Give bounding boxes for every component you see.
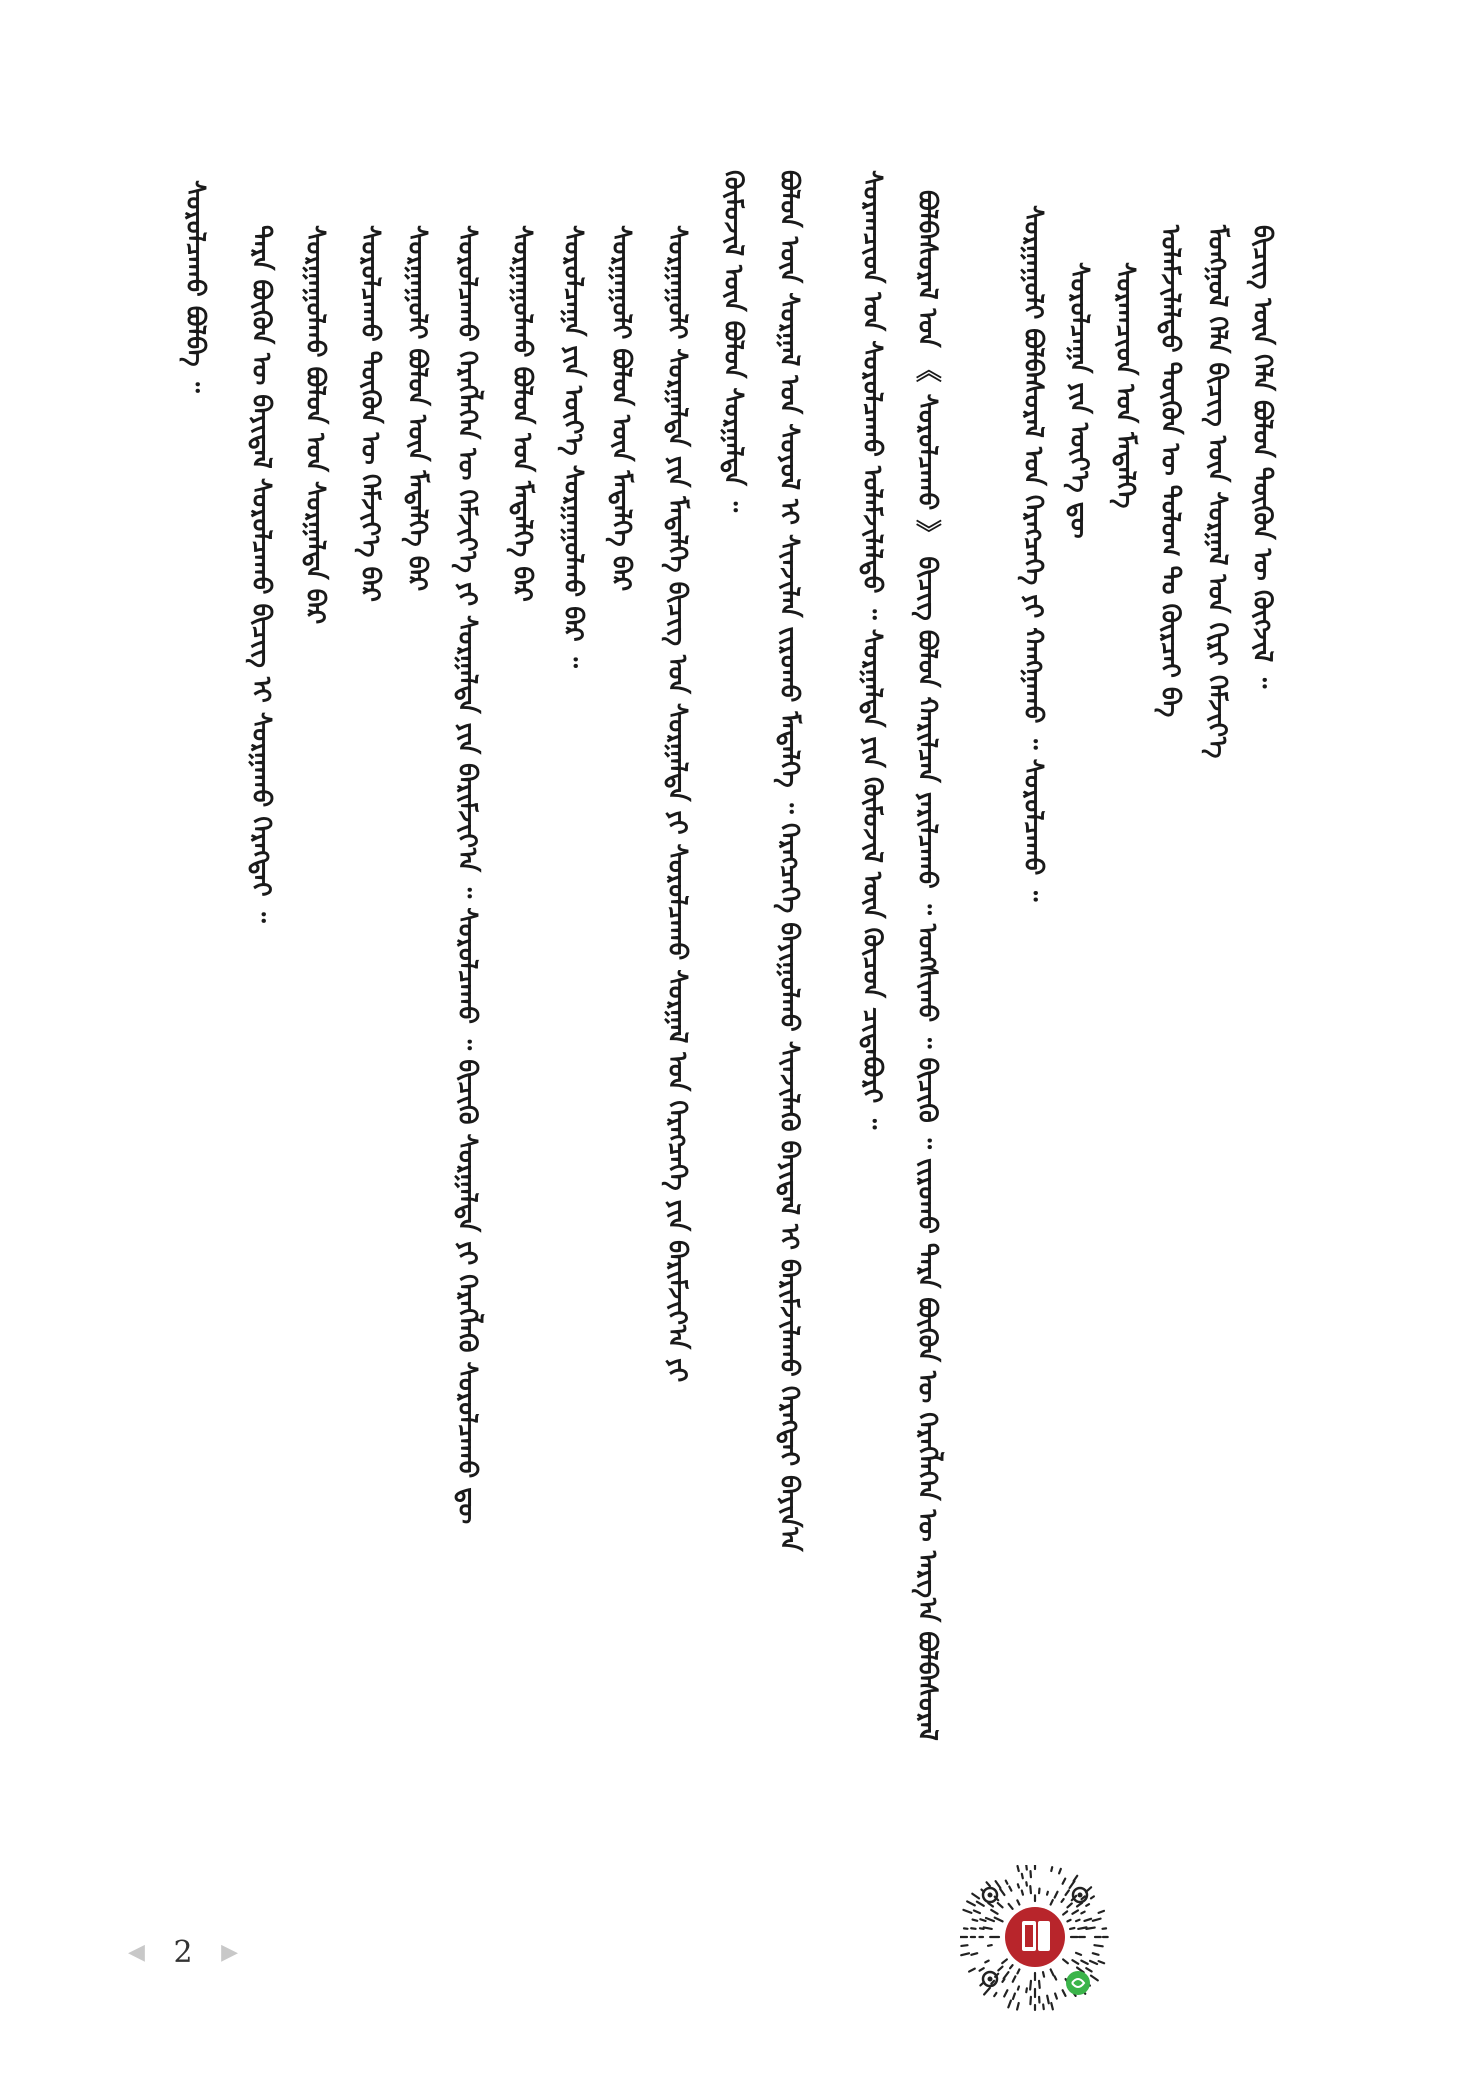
mini-program-badge-icon bbox=[1066, 1971, 1090, 1995]
text-column: ᠰᠤᠷᠭᠠᠭᠤᠯᠢ ᠪᠣᠯᠤᠨ ᠦᠨ ᠮᠡᠳᠡᠯᠭᠡ ᠪᠠᠷ bbox=[402, 225, 432, 592]
text-column: ᠰᠤᠷᠭᠠᠭᠤᠯᠢ ᠰᠤᠷᠭᠠᠯᠲᠠ ᠶᠢᠨ ᠮᠡᠳᠡᠯᠭᠡ ᠪᠢᠴᠢᠭ ᠤᠨ ᠰᠤᠷᠭᠠᠯᠲᠠ ᠶᠢ ᠰᠤᠷᠤᠯᠴᠠᠬᠤ ᠰᠤᠷᠭᠠᠯ ᠤᠨ ᠬᠡᠷᠡᠭᠴᠡᠭᠡ ᠶᠢᠨ ᠪᠠᠷᠢᠮᠵᠢᠶ᠎ᠠ ᠶᠢ bbox=[662, 225, 692, 1383]
qr-code[interactable] bbox=[960, 1865, 1110, 2015]
text-column: ᠪᠣᠯᠤᠨ ᠦᠨ ᠰᠤᠷᠭᠠᠯ ᠤᠨ ᠰᠣᠶᠤᠯ ᠢ ᠰᠢᠨᠵᠢᠯᠡᠨ ᠵᠢᠷᠤᠬᠤ ᠮᠡᠳᠡᠯᠭᠡ ᠃ ᠬᠡᠷᠡᠭᠴᠡᠭᠡ ᠪᠠᠶᠢᠭᠤᠯᠬᠤ ᠰᠢᠨᠵᠢᠯᠡᠬᠦ ᠪᠠᠶᠢᠳᠠᠯ ᠢ ᠪᠠᠷᠢᠮᠵᠢᠯᠠᠬᠤ ᠬᠡᠷᠡᠭᠲᠡᠢ ᠪᠠᠶᠢᠨ᠎ᠠ bbox=[774, 170, 804, 1552]
text-column: ᠰᠤᠷᠤᠯᠴᠠᠭᠠ ᠶᠢᠨ ᠦᠶ᠎ᠡ ᠳᠦ bbox=[1064, 262, 1094, 539]
text-column: ᠰᠤᠷᠤᠯᠴᠠᠬᠤ ᠬᠡᠷᠡᠭᠯᠡᠭᠡᠨ ᠦ ᠬᠡᠮᠵᠢᠶ᠎ᠡ ᠶᠢ ᠰᠤᠷᠭᠠᠯᠲᠠ ᠶᠢᠨ ᠪᠠᠷᠢᠮᠵᠢᠶ᠎ᠠ ᠃ ᠰᠤᠷᠤᠯᠴᠠᠬᠤ ᠃ ᠪᠢᠴᠢᠬᠦ ᠰᠤᠷᠭᠠᠯᠲᠠ ᠶᠢ ᠬᠡᠷᠡᠭᠯᠡᠬᠦ ᠰᠤᠷᠤᠯᠴᠠᠬᠤ ᠳᠦ bbox=[452, 225, 482, 1525]
text-column: ᠰᠤᠷᠭᠠᠭᠤᠯᠢ ᠪᠣᠯᠪᠠᠰᠤᠷᠠᠯ ᠤᠨ ᠬᠡᠷᠡᠭᠴᠡᠭᠡ ᠶᠢ ᠬᠠᠩᠭᠠᠬᠤ ᠃ ᠰᠤᠷᠤᠯᠴᠠᠬᠤ ᠃ bbox=[1018, 205, 1048, 902]
text-column: ᠮᠣᠩᠭᠣᠯ ᠬᠡᠯᠡ ᠪᠢᠴᠢᠭ᠌ ᠦᠨ ᠰᠤᠷᠭᠠᠯ ᠤᠨ ᠬᠢᠷᠢ ᠬᠡᠮᠵᠢᠶ᠎ᠡ bbox=[1202, 225, 1232, 759]
page-number: 2 bbox=[173, 1934, 193, 1970]
text-column: ᠪᠣᠯᠪᠠᠰᠤᠷᠠᠯ ᠤᠨ 《 ᠰᠤᠷᠤᠯᠴᠠᠬᠤ 》 ᠪᠢᠴᠢᠭ ᠪᠣᠯᠤᠨ ᠬᠠᠷᠢᠯᠴᠠᠨ ᠶᠠᠷᠢᠯᠴᠠᠬᠤ ᠃ ᠤᠩᠰᠢᠬᠤ ᠃ ᠪᠢᠴᠢᠬᠦ ᠃ ᠵᠢᠷᠤᠬᠤ ᠲᠡᠷᠡ ᠪᠦᠬᠦᠨ ᠦ ᠬᠡᠷᠡᠭᠯᠡᠭᠡᠨ ᠦ ᠠᠷᠭ᠎ᠠ ᠪᠣᠯᠪᠠᠰᠤᠷᠠᠯ bbox=[912, 190, 942, 1741]
text-column: ᠰᠤᠷᠤᠯᠴᠠᠬᠤ ᠲᠦᠭᠦᠨ ᠦ ᠬᠡᠮᠵᠢᠶ᠎ᠡ ᠪᠠᠷ bbox=[355, 225, 385, 602]
text-column: ᠰᠤᠷᠤᠯᠴᠠᠬᠤ ᠪᠣᠯᠪᠠ ᠃ bbox=[180, 180, 210, 393]
text-column: ᠰᠤᠷᠤᠯᠴᠠᠭᠠ ᠶᠢᠨ ᠦᠶ᠎ᠡ ᠰᠤᠷᠭᠠᠭᠤᠯᠬᠤ ᠪᠠᠷ ᠃ bbox=[558, 225, 588, 668]
text-column: ᠰᠤᠷᠭᠠᠭᠤᠯᠬᠤ ᠪᠣᠯᠤᠨ ᠤᠨ ᠰᠤᠷᠭᠠᠯᠲᠠ ᠪᠠᠷ bbox=[300, 225, 330, 625]
text-column: ᠰᠤᠷᠭᠠᠭᠤᠯᠬᠤ ᠪᠣᠯᠤᠨ ᠤᠨ ᠮᠡᠳᠡᠯᠭᠡ ᠪᠠᠷ bbox=[507, 225, 537, 602]
chevron-right-icon[interactable]: ▶ bbox=[221, 1939, 238, 1965]
qr-code-icon bbox=[960, 1865, 1110, 2015]
text-column: ᠰᠤᠷᠠᠭᠴᠢᠳ ᠤᠨ ᠮᠡᠳᠡᠯᠭᠡ bbox=[1110, 262, 1140, 509]
text-column: ᠲᠡᠷᠡ ᠪᠦᠬᠦᠨ ᠦ ᠪᠠᠶᠢᠳᠠᠯ ᠰᠤᠷᠤᠯᠴᠠᠬᠤ ᠪᠢᠴᠢᠭ ᠢ ᠰᠤᠷᠭᠠᠬᠤ ᠬᠡᠷᠡᠭᠲᠡᠢ ᠃ bbox=[246, 225, 276, 923]
text-column: ᠬᠦᠮᠦᠵᠢᠯ ᠦᠨ ᠪᠣᠯᠤᠨ ᠰᠤᠷᠭᠠᠯᠲᠠ ᠃ bbox=[718, 170, 748, 513]
text-column: ᠤᠯᠠᠮᠵᠢᠯᠠᠯᠲᠤ ᠲᠦᠭᠦᠨ ᠦ ᠲᠣᠯᠤᠭ ᠲᠤ ᠬᠦᠷᠴᠡᠢ ᠪᠡ bbox=[1155, 225, 1185, 718]
text-column: ᠪᠢᠴᠢᠭ᠌ ᠦᠨ ᠬᠡᠯᠡ ᠪᠣᠯᠤᠨ ᠲᠦᠭᠦᠨ ᠦ ᠬᠦᠭᠵᠢᠯ ᠃ bbox=[1247, 225, 1277, 689]
text-column: ᠰᠤᠷᠠᠭᠴᠢᠳ ᠤᠨ ᠰᠤᠷᠤᠯᠴᠠᠬᠤ ᠤᠯᠠᠮᠵᠢᠯᠠᠯᠲᠤ ᠃ ᠰᠤᠷᠭᠠᠯᠲᠠ ᠶᠢᠨ ᠬᠦᠮᠦᠵᠢᠯ ᠦᠨ ᠬᠦᠴᠦᠨ ᠴᠢᠳᠠᠪᠤᠷᠢ ᠃ bbox=[857, 170, 887, 1130]
chevron-left-icon[interactable]: ◀ bbox=[128, 1939, 145, 1965]
pagination bbox=[128, 1932, 238, 1972]
text-column: ᠰᠤᠷᠭᠠᠭᠤᠯᠢ ᠪᠣᠯᠤᠨ ᠦᠨ ᠮᠡᠳᠡᠯᠭᠡ ᠪᠠᠷ bbox=[606, 225, 636, 592]
